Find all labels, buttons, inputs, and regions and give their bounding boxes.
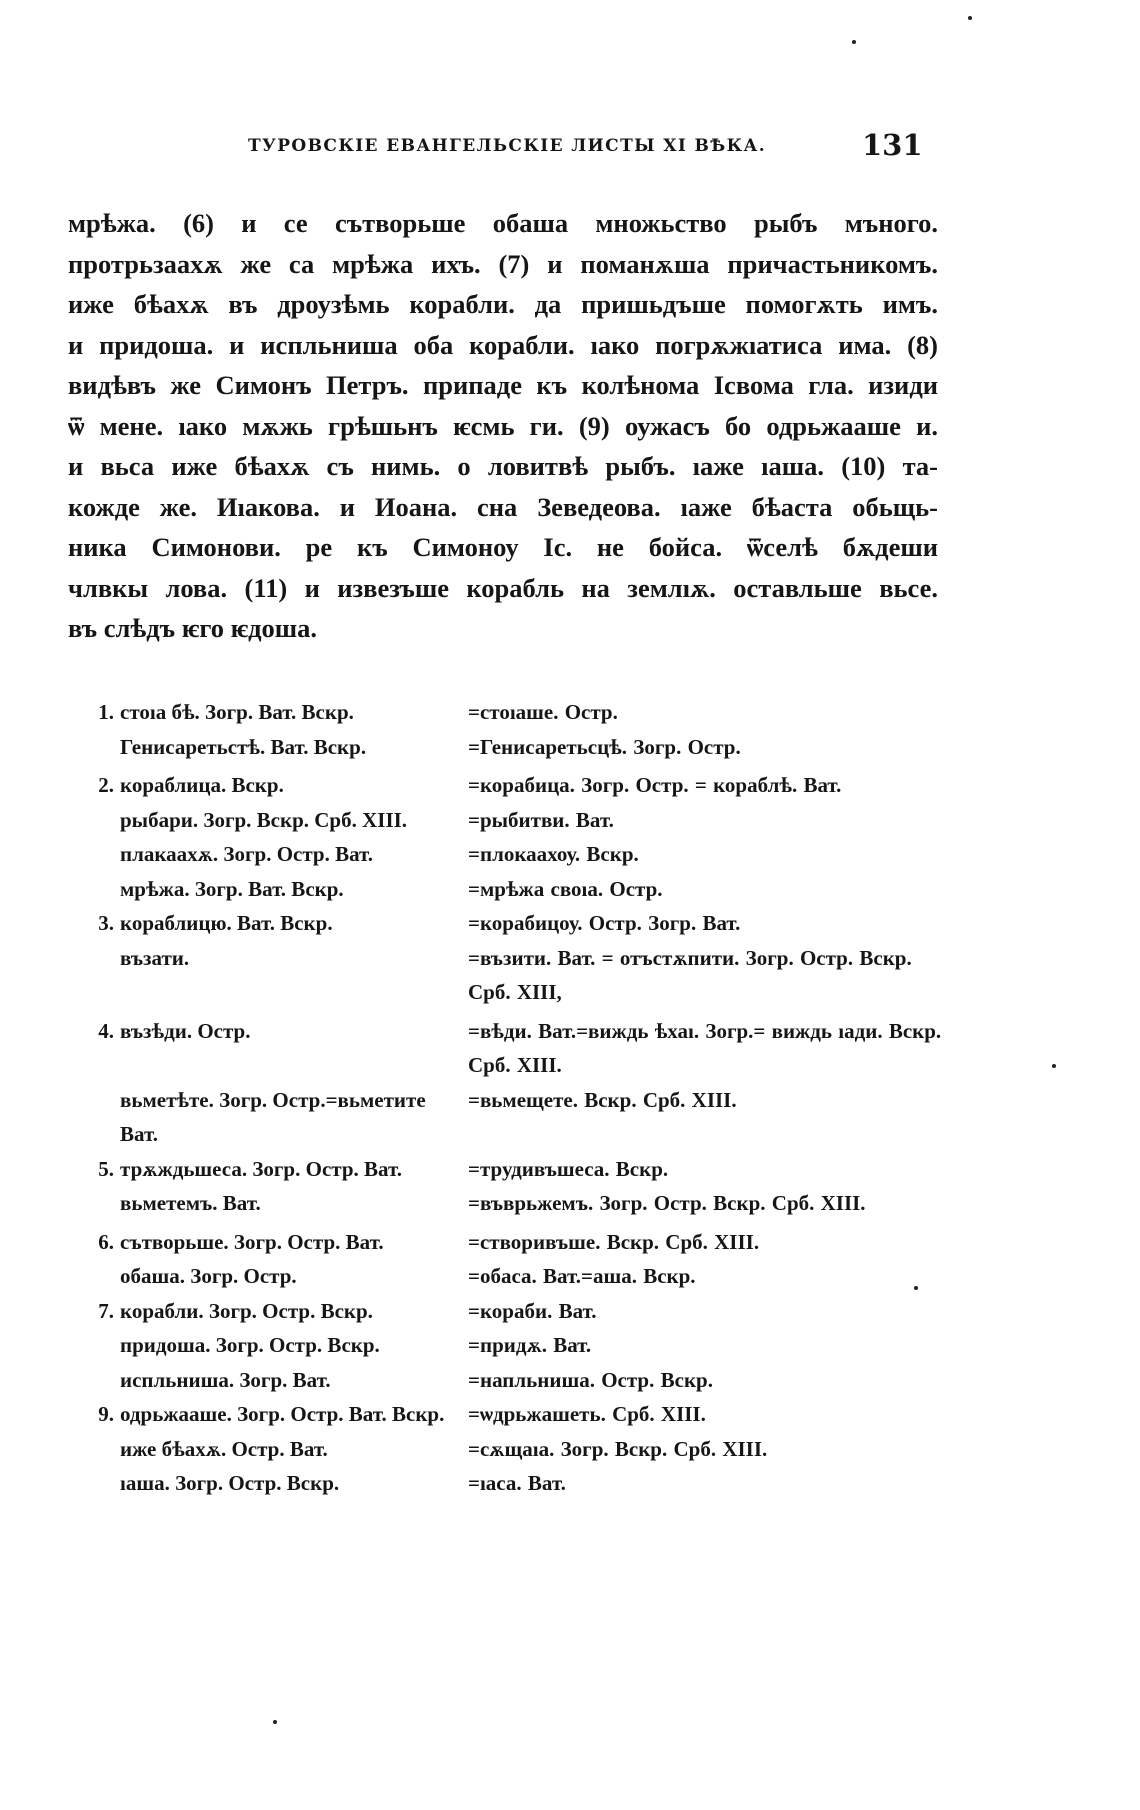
verse-number (84, 730, 120, 765)
verse-number (84, 1328, 120, 1363)
variant: =корабицоу. Остр. Зогр. Ват. (468, 911, 741, 935)
print-speck (852, 40, 856, 44)
lemma: рыбари. Зогр. Вскр. Срб. XIII. (120, 807, 408, 832)
lemma: корабли. Зогр. Остр. Вскр. (120, 1298, 373, 1323)
verse-number (84, 872, 120, 907)
apparatus-entry (84, 803, 944, 838)
variant: =ѡдрьжашеть. Срб. XIII. (468, 1402, 706, 1426)
verse-number (84, 1363, 120, 1398)
apparatus-entry (84, 730, 944, 765)
apparatus-entry (84, 1328, 944, 1363)
apparatus-entry (84, 837, 944, 872)
verse-number: 2. (98, 773, 114, 797)
lemma: трѫждьшеса. Зогр. Остр. Ват. (120, 1156, 402, 1181)
verse-number (84, 1259, 120, 1294)
apparatus-entry (84, 1466, 944, 1501)
text-line: и придоша. и испльниша оба корабли. ıако погрѫжıатиса има. (8) (68, 329, 938, 360)
print-speck (968, 16, 972, 20)
apparatus-entry (84, 1294, 944, 1329)
variant: =въврьжемъ. Зогр. Остр. Вскр. Срб. XIII. (468, 1191, 866, 1215)
variant: =трудивъшеса. Вскр. (468, 1156, 669, 1181)
verse-number (84, 803, 120, 838)
text-line: иже бѣахѫ въ дроузѣмь корабли. да пришьдъше помогѫть имъ. (68, 289, 938, 319)
print-speck (1052, 1064, 1056, 1068)
verse-number (84, 1432, 120, 1467)
verse-number (84, 837, 120, 872)
variant: =кораби. Ват. (468, 1298, 597, 1323)
lemma: възѣди. Остр. (120, 1018, 251, 1043)
verse-number: 7. (98, 1298, 114, 1323)
lemma: кораблица. Вскр. (120, 773, 284, 797)
text-line: видѣвъ же Симонъ Петръ. припаде къ колѣнома Ісвома гла. изиди (68, 370, 938, 400)
text-line: мрѣжа. (6) и се сътворьше обаша множьство рыбъ мъного. (68, 208, 938, 238)
lemma: Генисаретьстѣ. Ват. Вскр. (120, 734, 367, 759)
variant: =Генисаретьсцѣ. Зогр. Остр. (468, 734, 741, 759)
verse-number (84, 941, 120, 1010)
verse-number (84, 1186, 120, 1221)
page-header (0, 128, 1140, 168)
apparatus-entry (84, 1186, 944, 1221)
variant: =вѣди. Ват.=виждь ѣхаı. Зогр.= виждь ıади. Вскр. Срб. XIII. (468, 1018, 942, 1077)
text-line: кожде же. Иıакова. и Иоана. сна Зеведеова. ıаже бѣаста обьщь- (68, 491, 938, 522)
apparatus-entry (84, 906, 944, 941)
variant: =рыбитви. Ват. (468, 807, 614, 832)
lemma: придоша. Зогр. Остр. Вскр. (120, 1333, 380, 1357)
verse-number: 9. (98, 1402, 114, 1426)
variant: =вьмещете. Вскр. Срб. XIII. (468, 1087, 737, 1112)
variant: =ıаса. Ват. (468, 1471, 566, 1495)
lemma: одрьжааше. Зогр. Остр. Ват. Вскр. (120, 1402, 445, 1426)
variant: =стоıаше. Остр. (468, 700, 618, 724)
gospel-text (68, 203, 938, 649)
apparatus-entry (84, 1259, 944, 1294)
apparatus-entry (84, 695, 944, 730)
text-line: ѿ мене. ıако мѫжь грѣшьнъ ѥсмь ги. (9) оужасъ бо одрьжааше и. (68, 410, 938, 441)
lemma: кораблицю. Ват. Вскр. (120, 911, 333, 935)
lemma: мрѣжа. Зогр. Ват. Вскр. (120, 876, 344, 901)
variant: =придѫ. Ват. (468, 1333, 592, 1357)
page-number: 131 (862, 128, 923, 162)
apparatus-entry (84, 1363, 944, 1398)
variant: =напльниша. Остр. Вскр. (468, 1367, 713, 1392)
lemma: вьметѣте. Зогр. Остр.=вьметите Ват. (120, 1087, 426, 1146)
variant-apparatus (84, 695, 944, 1501)
print-speck (273, 1720, 277, 1724)
text-line: въ слѣдъ ѥго ѥдоша. (68, 613, 318, 643)
text-line: и вьса иже бѣахѫ съ нимь. о ловитвѣ рыбъ. ıаже ıаша. (10) та- (68, 451, 938, 481)
lemma: испльниша. Зогр. Ват. (120, 1367, 331, 1392)
lemma: сътворьше. Зогр. Остр. Ват. (120, 1229, 384, 1254)
apparatus-entry (84, 1152, 944, 1187)
text-line: члвкы лова. (11) и извезъше корабль на землıѫ. оставльше вьсе. (68, 572, 938, 603)
variant: =корабица. Зогр. Остр. = кораблѣ. Ват. (468, 773, 842, 797)
lemma: плакаахѫ. Зогр. Остр. Ват. (120, 842, 374, 866)
apparatus-entry (84, 872, 944, 907)
variant: =мрѣжа своıа. Остр. (468, 876, 663, 901)
verse-number: 1. (98, 700, 114, 724)
verse-number (84, 1083, 120, 1152)
lemma: стоıа бѣ. Зогр. Ват. Вскр. (120, 700, 354, 724)
print-speck (914, 1286, 918, 1290)
lemma: обаша. Зогр. Остр. (120, 1264, 297, 1288)
apparatus-entry (84, 1083, 944, 1152)
apparatus-entry (84, 941, 944, 1010)
text-line: протрьзаахѫ же са мрѣжа ихъ. (7) и поманѫша причастьникомъ. (68, 248, 938, 279)
verse-number: 4. (98, 1018, 114, 1043)
variant: =възити. Ват. = отъстѫпити. Зогр. Остр. Вскр. Срб. XIII, (468, 945, 912, 1004)
apparatus-entry (84, 1014, 944, 1083)
verse-number: 3. (98, 911, 114, 935)
apparatus-entry (84, 1397, 944, 1432)
lemma: иже бѣахѫ. Остр. Ват. (120, 1436, 328, 1461)
apparatus-entry (84, 768, 944, 803)
running-title: ТУРОВСКІЕ ЕВАНГЕЛЬСКІЕ ЛИСТЫ XI ВѢКА. (248, 136, 767, 156)
apparatus-entry (84, 1225, 944, 1260)
lemma: вьметемъ. Ват. (120, 1191, 261, 1215)
apparatus-entry (84, 1432, 944, 1467)
verse-number (84, 1466, 120, 1501)
lemma: възати. (120, 945, 190, 970)
text-line: ника Симонови. ре къ Симоноу Іс. не бойса. ѿселѣ бѫдеши (68, 532, 938, 562)
variant: =створивъше. Вскр. Срб. XIII. (468, 1229, 760, 1254)
variant: =обаса. Ват.=аша. Вскр. (468, 1264, 696, 1288)
verse-number: 5. (98, 1156, 114, 1181)
lemma: ıаша. Зогр. Остр. Вскр. (120, 1471, 340, 1495)
variant: =плокаахоу. Вскр. (468, 842, 639, 866)
verse-number: 6. (98, 1229, 114, 1254)
variant: =сѫщаıа. Зогр. Вскр. Срб. XIII. (468, 1436, 768, 1461)
